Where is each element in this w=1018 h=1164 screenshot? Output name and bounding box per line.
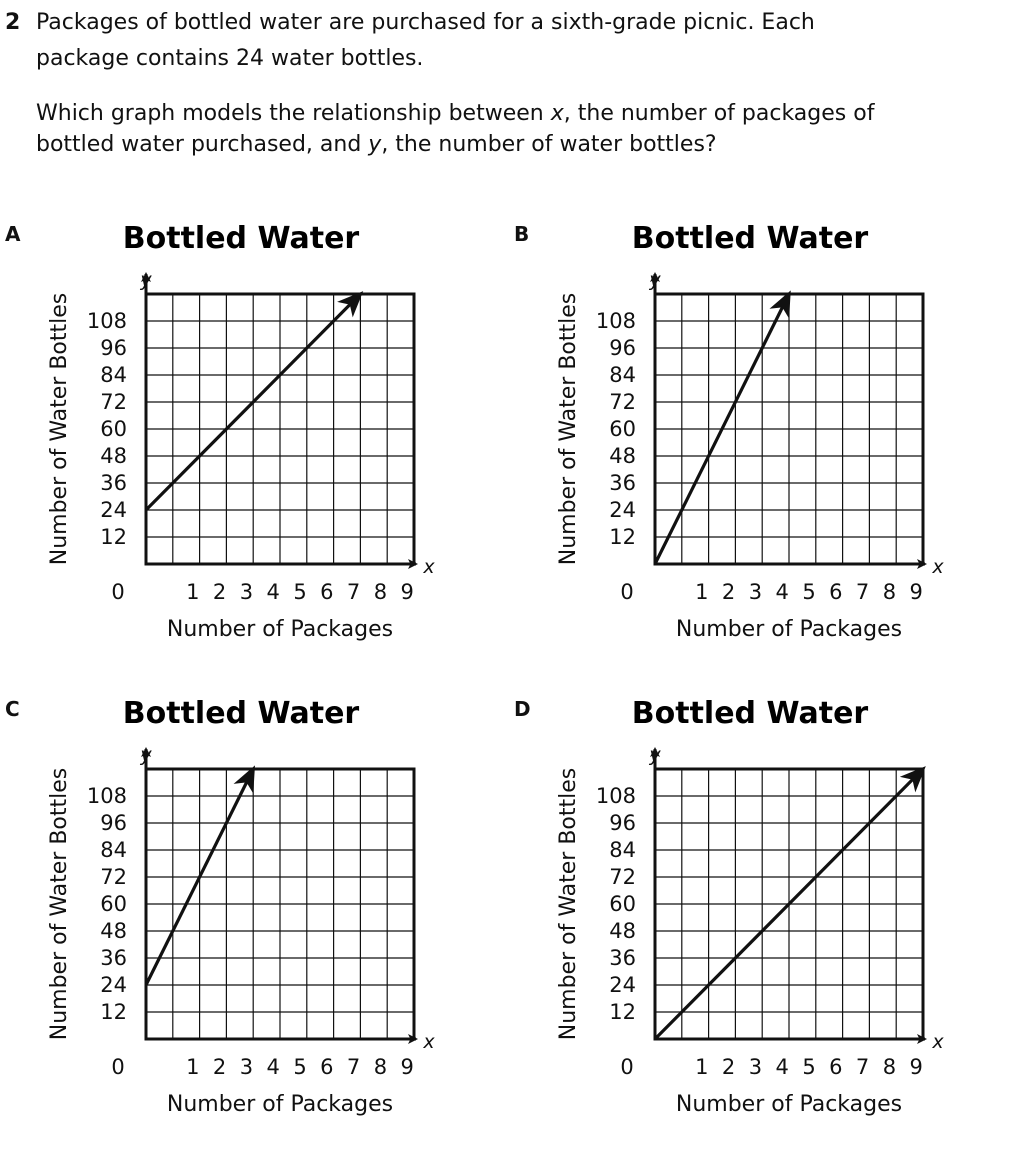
x-tick-label: 5 xyxy=(802,1055,816,1079)
y-axis-variable: y xyxy=(649,269,661,291)
x-tick-label: 4 xyxy=(775,580,789,604)
y-tick-label: 24 xyxy=(100,498,127,522)
y-tick-label: 72 xyxy=(609,865,636,889)
x-axis-label: Number of Packages xyxy=(166,1092,394,1117)
x-tick-label: 2 xyxy=(212,1055,227,1079)
x-tick-label: 7 xyxy=(346,1055,361,1079)
y-tick-label: 36 xyxy=(609,946,636,970)
answer-choice-c[interactable] xyxy=(0,685,509,1155)
y-tick-label: 48 xyxy=(100,919,127,943)
x-axis-variable: x xyxy=(423,556,435,578)
question-text-line-1: Packages of bottled water are purchased for a sixth-grade picnic. Each xyxy=(36,10,815,35)
x-tick-label: 1 xyxy=(186,580,200,604)
origin-label: 0 xyxy=(111,1055,125,1079)
y-tick-label: 96 xyxy=(609,811,636,835)
x-tick-label: 4 xyxy=(266,580,280,604)
x-axis-label: Number of Packages xyxy=(166,617,394,642)
chart-title: Bottled Water xyxy=(122,696,360,731)
y-tick-label: 84 xyxy=(609,838,636,862)
x-tick-label: 2 xyxy=(212,580,227,604)
x-tick-label: 6 xyxy=(320,580,334,604)
graph-a xyxy=(0,210,509,660)
y-axis-label: Number of Water Bottles xyxy=(556,292,581,566)
y-tick-label: 108 xyxy=(86,309,127,333)
choice-letter: C xyxy=(5,697,20,721)
y-tick-label: 12 xyxy=(100,1000,127,1024)
y-axis-label: Number of Water Bottles xyxy=(47,767,72,1041)
x-axis-variable: x xyxy=(932,1031,944,1053)
question-text-line-4: Which graph models the relationship between x, the number of packages of xyxy=(36,101,875,126)
y-tick-label: 60 xyxy=(100,417,127,441)
y-tick-label: 72 xyxy=(609,390,636,414)
x-tick-label: 9 xyxy=(909,1055,923,1079)
y-tick-label: 96 xyxy=(100,811,127,835)
chart-title: Bottled Water xyxy=(631,221,869,256)
x-tick-label: 6 xyxy=(829,580,843,604)
y-tick-label: 84 xyxy=(100,363,127,387)
y-tick-label: 108 xyxy=(595,309,636,333)
y-axis-label: Number of Water Bottles xyxy=(47,292,72,566)
y-tick-label: 36 xyxy=(609,471,636,495)
x-tick-label: 8 xyxy=(373,1055,388,1079)
x-tick-label: 1 xyxy=(186,1055,200,1079)
x-tick-label: 6 xyxy=(320,1055,334,1079)
x-tick-label: 3 xyxy=(239,580,254,604)
x-tick-label: 8 xyxy=(882,580,897,604)
chart-title: Bottled Water xyxy=(122,221,360,256)
graph-c xyxy=(0,685,509,1135)
x-tick-label: 8 xyxy=(373,580,388,604)
x-tick-label: 9 xyxy=(400,580,414,604)
x-tick-label: 1 xyxy=(695,580,709,604)
x-tick-label: 3 xyxy=(239,1055,254,1079)
y-tick-label: 84 xyxy=(100,838,127,862)
x-axis-variable: x xyxy=(932,556,944,578)
y-tick-label: 12 xyxy=(100,525,127,549)
y-tick-label: 108 xyxy=(595,784,636,808)
y-axis-label: Number of Water Bottles xyxy=(556,767,581,1041)
y-tick-label: 36 xyxy=(100,946,127,970)
y-tick-label: 72 xyxy=(100,865,127,889)
y-axis-variable: y xyxy=(649,744,661,766)
x-tick-label: 7 xyxy=(346,580,361,604)
x-tick-label: 7 xyxy=(855,1055,870,1079)
y-tick-label: 24 xyxy=(609,498,636,522)
answer-choice-a[interactable] xyxy=(0,210,509,680)
x-tick-label: 3 xyxy=(748,580,763,604)
x-tick-label: 8 xyxy=(882,1055,897,1079)
question-number: 2 xyxy=(5,10,21,35)
x-tick-label: 6 xyxy=(829,1055,843,1079)
x-tick-label: 4 xyxy=(266,1055,280,1079)
choice-letter: B xyxy=(514,222,530,246)
y-axis-variable: y xyxy=(140,744,152,766)
y-tick-label: 48 xyxy=(609,919,636,943)
question-text-line-5: bottled water purchased, and y, the number of water bottles? xyxy=(36,132,717,157)
y-tick-label: 96 xyxy=(100,336,127,360)
x-axis-label: Number of Packages xyxy=(675,617,903,642)
x-tick-label: 5 xyxy=(293,580,307,604)
y-tick-label: 12 xyxy=(609,1000,636,1024)
x-tick-label: 5 xyxy=(293,1055,307,1079)
variable-y: y xyxy=(368,132,382,157)
x-tick-label: 4 xyxy=(775,1055,789,1079)
x-tick-label: 2 xyxy=(721,1055,736,1079)
x-tick-label: 2 xyxy=(721,580,736,604)
origin-label: 0 xyxy=(620,580,634,604)
answer-choice-d[interactable] xyxy=(509,685,1018,1155)
choice-letter: A xyxy=(5,222,21,246)
x-tick-label: 7 xyxy=(855,580,870,604)
y-tick-label: 12 xyxy=(609,525,636,549)
x-tick-label: 1 xyxy=(695,1055,709,1079)
y-tick-label: 60 xyxy=(609,417,636,441)
x-axis-variable: x xyxy=(423,1031,435,1053)
y-tick-label: 36 xyxy=(100,471,127,495)
y-tick-label: 84 xyxy=(609,363,636,387)
y-axis-variable: y xyxy=(140,269,152,291)
y-tick-label: 72 xyxy=(100,390,127,414)
y-tick-label: 48 xyxy=(100,444,127,468)
graph-d xyxy=(509,685,1018,1135)
variable-x: x xyxy=(550,101,564,126)
x-axis-label: Number of Packages xyxy=(675,1092,903,1117)
x-tick-label: 9 xyxy=(909,580,923,604)
y-tick-label: 60 xyxy=(609,892,636,916)
y-tick-label: 96 xyxy=(609,336,636,360)
x-tick-label: 5 xyxy=(802,580,816,604)
chart-title: Bottled Water xyxy=(631,696,869,731)
question-text-line-2: package contains 24 water bottles. xyxy=(36,46,424,71)
x-tick-label: 9 xyxy=(400,1055,414,1079)
graph-b xyxy=(509,210,1018,660)
y-tick-label: 108 xyxy=(86,784,127,808)
answer-choice-b[interactable] xyxy=(509,210,1018,680)
y-tick-label: 24 xyxy=(609,973,636,997)
origin-label: 0 xyxy=(111,580,125,604)
x-tick-label: 3 xyxy=(748,1055,763,1079)
choice-letter: D xyxy=(514,697,531,721)
y-tick-label: 24 xyxy=(100,973,127,997)
y-tick-label: 60 xyxy=(100,892,127,916)
y-tick-label: 48 xyxy=(609,444,636,468)
origin-label: 0 xyxy=(620,1055,634,1079)
